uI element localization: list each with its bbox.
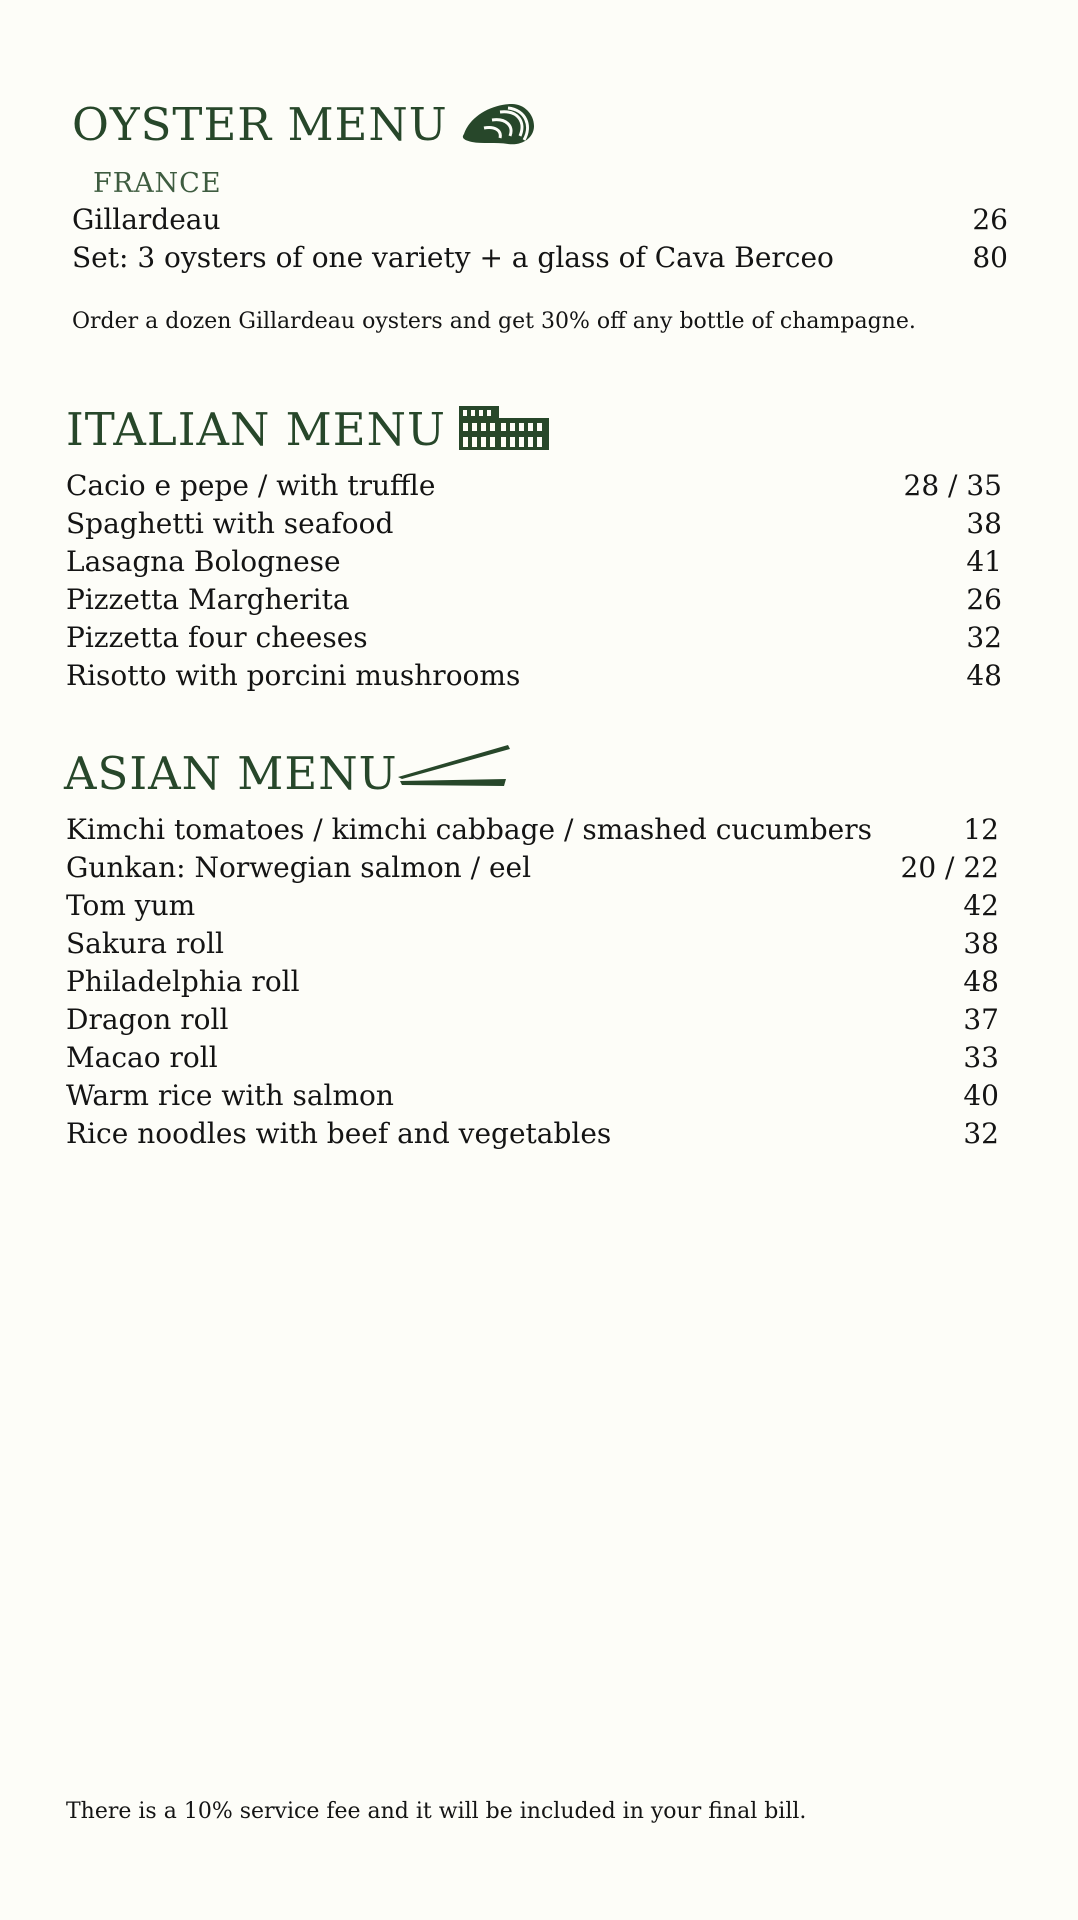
menu-item: [66, 1115, 999, 1153]
menu-item-price: 80: [972, 241, 1008, 274]
menu-item-price: 32: [966, 621, 1002, 654]
menu-item-price: 48: [966, 659, 1002, 692]
oyster-menu-title: OYSTER MENU: [72, 98, 448, 151]
menu-item-price: 12: [963, 813, 999, 846]
menu-item-price: 26: [966, 583, 1002, 616]
oyster-promo-note: Order a dozen Gillardeau oysters and get 30% off any bottle of champagne.: [72, 309, 916, 334]
menu-item: [66, 925, 999, 963]
service-fee-note: There is a 10% service fee and it will be included in your final bill.: [66, 1799, 807, 1824]
menu-item-price: 28 / 35: [903, 469, 1002, 502]
menu-item: [66, 849, 999, 887]
menu-item-name: Kimchi tomatoes / kimchi cabbage / smashed cucumbers: [66, 813, 872, 846]
menu-item-name: Set: 3 oysters of one variety + a glass of Cava Berceo: [72, 241, 834, 274]
menu-item-name: Dragon roll: [66, 1003, 229, 1036]
menu-item: [66, 811, 999, 849]
menu-item: [72, 239, 1008, 277]
menu-item: [66, 1001, 999, 1039]
asian-menu-title: ASIAN MENU: [64, 747, 398, 800]
colosseum-icon: [458, 404, 550, 452]
menu-item-name: Rice noodles with beef and vegetables: [66, 1117, 612, 1150]
menu-item-price: 48: [963, 965, 999, 998]
menu-item: [66, 1077, 999, 1115]
menu-item-price: 42: [963, 889, 999, 922]
oyster-subhead-france: FRANCE: [93, 168, 222, 199]
menu-item-name: Spaghetti with seafood: [66, 507, 394, 540]
menu-item-price: 37: [963, 1003, 999, 1036]
chopsticks-icon: [396, 744, 512, 788]
italian-menu-list: [66, 467, 1002, 695]
menu-item-name: Risotto with porcini mushrooms: [66, 659, 521, 692]
menu-item-price: 38: [966, 507, 1002, 540]
menu-item-name: Pizzetta four cheeses: [66, 621, 368, 654]
menu-item: [66, 505, 1002, 543]
menu-item: [66, 581, 1002, 619]
menu-item-price: 41: [966, 545, 1002, 578]
menu-item: [66, 887, 999, 925]
menu-item-name: Pizzetta Margherita: [66, 583, 350, 616]
menu-item-price: 26: [972, 203, 1008, 236]
menu-item-price: 20 / 22: [900, 851, 999, 884]
menu-item-price: 33: [963, 1041, 999, 1074]
oyster-menu-list: [72, 201, 1008, 277]
menu-item-price: 32: [963, 1117, 999, 1150]
asian-menu-list: [66, 811, 999, 1153]
menu-item-name: Warm rice with salmon: [66, 1079, 394, 1112]
menu-item: [66, 543, 1002, 581]
italian-menu-title: ITALIAN MENU: [66, 403, 446, 456]
menu-item-price: 40: [963, 1079, 999, 1112]
menu-item: [66, 467, 1002, 505]
menu-item-name: Lasagna Bolognese: [66, 545, 341, 578]
menu-item-name: Sakura roll: [66, 927, 225, 960]
menu-item-name: Cacio e pepe / with truffle: [66, 469, 436, 502]
menu-item-name: Tom yum: [66, 889, 196, 922]
oyster-shell-icon: [460, 98, 538, 148]
menu-item: [66, 619, 1002, 657]
menu-item: [66, 657, 1002, 695]
menu-item: [72, 201, 1008, 239]
menu-item-name: Philadelphia roll: [66, 965, 300, 998]
menu-item: [66, 963, 999, 1001]
menu-item-name: Macao roll: [66, 1041, 218, 1074]
menu-item-name: Gillardeau: [72, 203, 221, 236]
menu-item: [66, 1039, 999, 1077]
menu-item-price: 38: [963, 927, 999, 960]
menu-item-name: Gunkan: Norwegian salmon / eel: [66, 851, 532, 884]
